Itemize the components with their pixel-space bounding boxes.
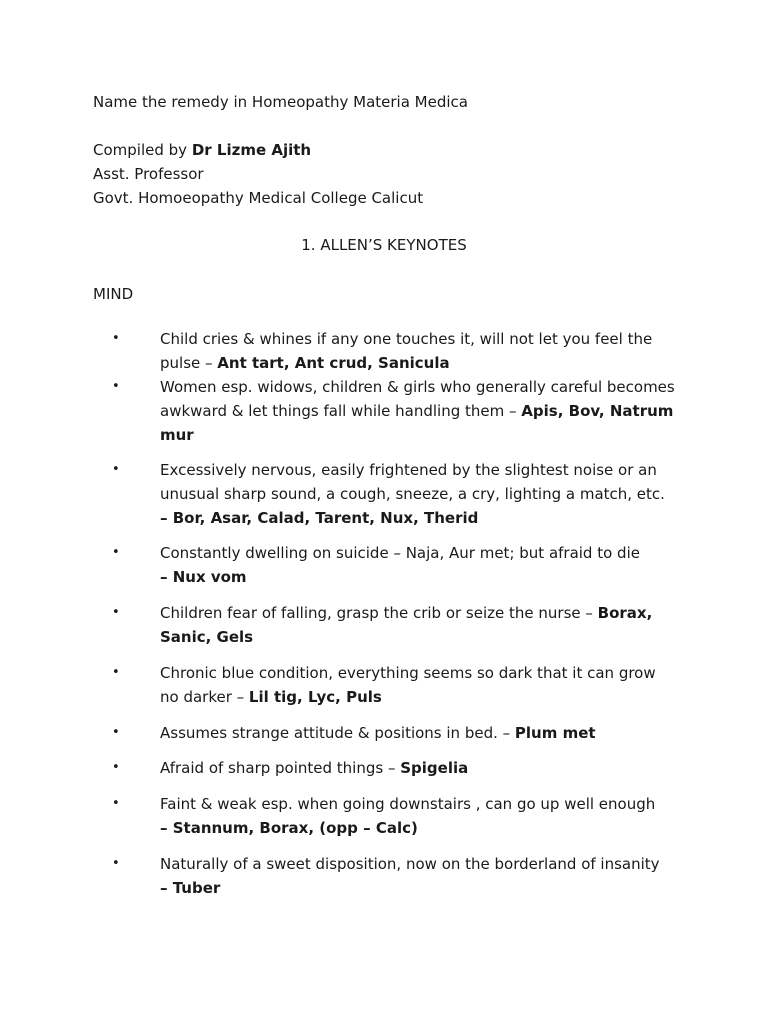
item-text: pulse –: [160, 354, 218, 372]
author-college: Govt. Homoeopathy Medical College Calicut: [93, 189, 424, 207]
item-line: Child cries & whines if any one touches it, will not let you feel the: [160, 330, 653, 348]
item-line: [135, 816, 675, 840]
compiled-prefix: Compiled by: [93, 141, 192, 159]
remedy-names: – Nux vom: [160, 568, 247, 586]
author-role: Asst. Professor: [93, 165, 204, 183]
item-line: [135, 685, 675, 709]
item-line: unusual sharp sound, a cough, sneeze, a cry, lighting a match, etc.: [160, 485, 665, 503]
bullet-icon: •: [112, 462, 120, 477]
list-item: [112, 792, 675, 840]
item-line: [135, 721, 675, 745]
remedy-names: Plum met: [514, 724, 596, 742]
bullet-icon: •: [112, 856, 120, 871]
remedy-names: Ant tart, Ant crud, Sanicula: [217, 354, 450, 372]
list-item: [112, 852, 675, 900]
section-heading-text: 1. ALLEN’S KEYNOTES: [301, 236, 467, 254]
bullet-icon: •: [112, 760, 120, 775]
list-item: [112, 375, 675, 447]
bullet-icon: •: [112, 331, 120, 346]
bullet-icon: •: [112, 545, 120, 560]
document-title: Name the remedy in Homeopathy Materia Medica: [93, 93, 468, 111]
list-item: [112, 661, 675, 709]
remedy-names: mur: [160, 426, 194, 444]
remedy-names: – Bor, Asar, Calad, Tarent, Nux, Therid: [160, 509, 479, 527]
item-text: Assumes strange attitude & positions in bed. –: [160, 724, 515, 742]
item-text: awkward & let things fall while handling them –: [160, 402, 522, 420]
subsection-heading: MIND: [93, 285, 134, 303]
item-line: Naturally of a sweet disposition, now on the borderland of insanity: [160, 855, 660, 873]
item-line: Constantly dwelling on suicide – Naja, Aur met; but afraid to die: [160, 544, 640, 562]
item-text: no darker –: [160, 688, 249, 706]
item-line: Faint & weak esp. when going downstairs , can go up well enough: [160, 795, 656, 813]
list-item: [112, 721, 675, 745]
item-text: Children fear of falling, grasp the crib or seize the nurse –: [160, 604, 598, 622]
author-name: Dr Lizme Ajith: [191, 141, 312, 159]
list-item: [112, 601, 675, 649]
remedy-names: Spigelia: [400, 759, 469, 777]
list-item: [112, 327, 675, 375]
compiled-by-line: [93, 138, 311, 162]
item-line: [135, 565, 675, 589]
item-line: Excessively nervous, easily frightened by the slightest noise or an: [160, 461, 657, 479]
item-line: Chronic blue condition, everything seems so dark that it can grow: [160, 664, 656, 682]
remedy-names: Borax,: [597, 604, 653, 622]
item-line: [135, 625, 675, 649]
item-line: [135, 756, 675, 780]
bullet-icon: •: [112, 665, 120, 680]
item-line: [135, 506, 675, 530]
item-line: [135, 351, 675, 375]
item-text: Afraid of sharp pointed things –: [160, 759, 401, 777]
item-line: [135, 601, 675, 625]
item-line: [135, 423, 675, 447]
list-item: [112, 756, 675, 780]
list-item: [112, 541, 675, 589]
item-line: Women esp. widows, children & girls who generally careful becomes: [160, 378, 675, 396]
remedy-names: – Stannum, Borax, (opp – Calc): [160, 819, 418, 837]
item-line: [135, 876, 675, 900]
bullet-icon: •: [112, 725, 120, 740]
section-heading: [0, 233, 768, 257]
remedy-names: Sanic, Gels: [160, 628, 254, 646]
bullet-icon: •: [112, 379, 120, 394]
remedy-names: Lil tig, Lyc, Puls: [248, 688, 382, 706]
bullet-icon: •: [112, 796, 120, 811]
list-item: [112, 458, 675, 530]
remedy-names: Apis, Bov, Natrum: [521, 402, 674, 420]
remedy-names: – Tuber: [160, 879, 221, 897]
bullet-icon: •: [112, 605, 120, 620]
item-line: [135, 399, 675, 423]
